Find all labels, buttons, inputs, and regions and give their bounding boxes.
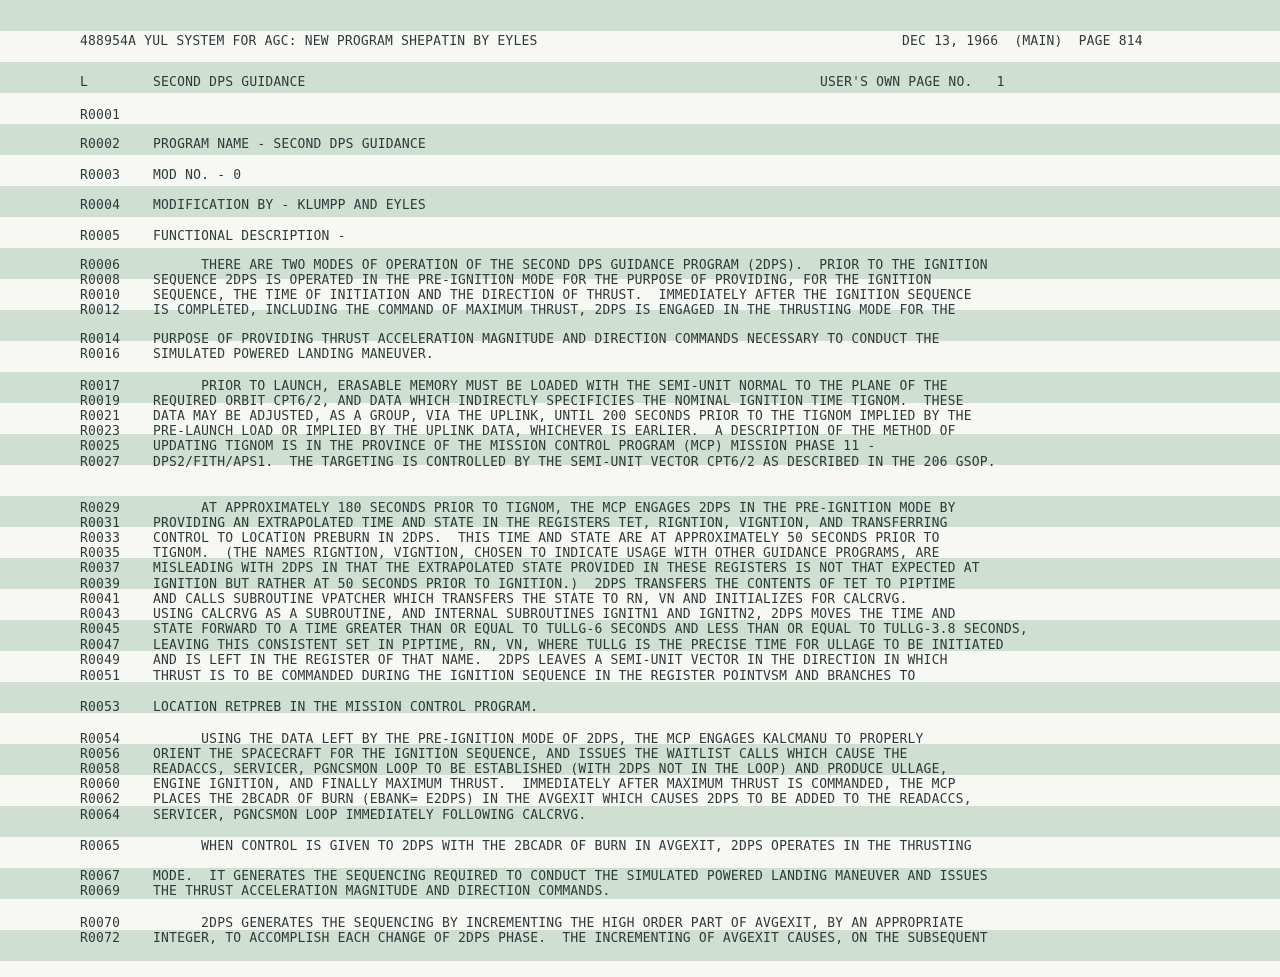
line-text: SEQUENCE 2DPS IS OPERATED IN THE PRE-IGNITION MODE FOR THE PURPOSE OF PROVIDING, FOR THE IGNITION [153, 273, 932, 288]
line-number: R0039 [80, 577, 121, 592]
line-number: R0056 [80, 747, 121, 762]
header-ident: 488954A YUL SYSTEM FOR AGC: NEW PROGRAM SHEPATIN BY EYLES [80, 34, 538, 49]
line-number: R0014 [80, 332, 121, 347]
line-text: PROVIDING AN EXTRAPOLATED TIME AND STATE IN THE REGISTERS TET, RIGNTION, VIGNTION, AND TRANSFERRING [153, 516, 948, 531]
line-number: R0006 [80, 258, 121, 273]
line-text: SEQUENCE, THE TIME OF INITIATION AND THE DIRECTION OF THRUST. IMMEDIATELY AFTER THE IGNITION SEQUENCE [153, 288, 972, 303]
line-number: R0033 [80, 531, 121, 546]
line-number: R0029 [80, 501, 121, 516]
line-number: R0016 [80, 347, 121, 362]
line-text: 2DPS GENERATES THE SEQUENCING BY INCREMENTING THE HIGH ORDER PART OF AVGEXIT, BY AN APPROPRIATE [153, 916, 964, 931]
line-number: R0051 [80, 669, 121, 684]
line-text: DPS2/FITH/APS1. THE TARGETING IS CONTROLLED BY THE SEMI-UNIT VECTOR CPT6/2 AS DESCRIBED IN THE 206 GSOP. [153, 455, 996, 470]
line-text: PLACES THE 2BCADR OF BURN (EBANK= E2DPS) IN THE AVGEXIT WHICH CAUSES 2DPS TO BE ADDED TO THE READACCS, [153, 792, 972, 807]
line-text: THE THRUST ACCELERATION MAGNITUDE AND DIRECTION COMMANDS. [153, 884, 611, 899]
header-section-title: SECOND DPS GUIDANCE [153, 75, 306, 90]
line-text: PRIOR TO LAUNCH, ERASABLE MEMORY MUST BE LOADED WITH THE SEMI-UNIT NORMAL TO THE PLANE OF THE [153, 379, 948, 394]
line-number: R0021 [80, 409, 121, 424]
line-number: R0031 [80, 516, 121, 531]
line-text: AND IS LEFT IN THE REGISTER OF THAT NAME. 2DPS LEAVES A SEMI-UNIT VECTOR IN THE DIRECTION IN WHICH [153, 653, 948, 668]
line-number: R0047 [80, 638, 121, 653]
line-number: R0035 [80, 546, 121, 561]
line-number: R0003 [80, 168, 121, 183]
line-text: MISLEADING WITH 2DPS IN THAT THE EXTRAPOLATED STATE PROVIDED IN THESE REGISTERS IS NOT THAT EXPECTED AT [153, 561, 980, 576]
line-text: TIGNOM. (THE NAMES RIGNTION, VIGNTION, CHOSEN TO INDICATE USAGE WITH OTHER GUIDANCE PROGRAMS, ARE [153, 546, 940, 561]
line-text: CONTROL TO LOCATION PREBURN IN 2DPS. THIS TIME AND STATE ARE AT APPROXIMATELY 50 SECONDS PRIOR TO [153, 531, 940, 546]
line-number: R0069 [80, 884, 121, 899]
line-number: R0041 [80, 592, 121, 607]
line-number: R0023 [80, 424, 121, 439]
line-text: LEAVING THIS CONSISTENT SET IN PIPTIME, RN, VN, WHERE TULLG IS THE PRECISE TIME FOR ULLAGE TO BE INITIATED [153, 638, 1004, 653]
line-text: INTEGER, TO ACCOMPLISH EACH CHANGE OF 2DPS PHASE. THE INCREMENTING OF AVGEXIT CAUSES, ON THE SUBSEQUENT [153, 931, 988, 946]
line-text: STATE FORWARD TO A TIME GREATER THAN OR EQUAL TO TULLG-6 SECONDS AND LESS THAN OR EQUAL TO TULLG-3.8 SECONDS, [153, 622, 1028, 637]
line-number: R0008 [80, 273, 121, 288]
line-text: READACCS, SERVICER, PGNCSMON LOOP TO BE ESTABLISHED (WITH 2DPS NOT IN THE LOOP) AND PRODUCE ULLAGE, [153, 762, 948, 777]
line-number: R0060 [80, 777, 121, 792]
line-number: R0004 [80, 198, 121, 213]
line-text: LOCATION RETPREB IN THE MISSION CONTROL PROGRAM. [153, 700, 539, 715]
line-number: R0062 [80, 792, 121, 807]
line-number: R0067 [80, 869, 121, 884]
line-text: UPDATING TIGNOM IS IN THE PROVINCE OF THE MISSION CONTROL PROGRAM (MCP) MISSION PHASE 11 - [153, 439, 876, 454]
line-number: R0064 [80, 808, 121, 823]
header-users-page: USER'S OWN PAGE NO. 1 [820, 75, 1005, 90]
line-text: FUNCTIONAL DESCRIPTION - [153, 229, 346, 244]
line-text: REQUIRED ORBIT CPT6/2, AND DATA WHICH INDIRECTLY SPECIFICIES THE NOMINAL IGNITION TIME TIGNOM. THESE [153, 394, 964, 409]
line-number: R0072 [80, 931, 121, 946]
line-text: IGNITION BUT RATHER AT 50 SECONDS PRIOR TO IGNITION.) 2DPS TRANSFERS THE CONTENTS OF TET TO PIPTIME [153, 577, 956, 592]
line-number: R0054 [80, 732, 121, 747]
line-text: AT APPROXIMATELY 180 SECONDS PRIOR TO TIGNOM, THE MCP ENGAGES 2DPS IN THE PRE-IGNITION MODE BY [153, 501, 956, 516]
line-text: AND CALLS SUBROUTINE VPATCHER WHICH TRANSFERS THE STATE TO RN, VN AND INITIALIZES FOR CALCRVG. [153, 592, 908, 607]
line-text: MOD NO. - 0 [153, 168, 242, 183]
line-text: ORIENT THE SPACECRAFT FOR THE IGNITION SEQUENCE, AND ISSUES THE WAITLIST CALLS WHICH CAUSE THE [153, 747, 908, 762]
line-text: ENGINE IGNITION, AND FINALLY MAXIMUM THRUST. IMMEDIATELY AFTER MAXIMUM THRUST IS COMMANDED, THE MCP [153, 777, 956, 792]
line-text: THRUST IS TO BE COMMANDED DURING THE IGNITION SEQUENCE IN THE REGISTER POINTVSM AND BRANCHES TO [153, 669, 916, 684]
line-number: R0010 [80, 288, 121, 303]
line-text: PROGRAM NAME - SECOND DPS GUIDANCE [153, 137, 426, 152]
line-text: SIMULATED POWERED LANDING MANEUVER. [153, 347, 434, 362]
line-text: MODE. IT GENERATES THE SEQUENCING REQUIRED TO CONDUCT THE SIMULATED POWERED LANDING MANEUVER AND ISSUES [153, 869, 988, 884]
line-number: R0005 [80, 229, 121, 244]
line-number: R0017 [80, 379, 121, 394]
line-number: R0049 [80, 653, 121, 668]
line-number: R0058 [80, 762, 121, 777]
line-number: R0045 [80, 622, 121, 637]
line-number: R0025 [80, 439, 121, 454]
header-marker: L [80, 75, 89, 90]
line-text: IS COMPLETED, INCLUDING THE COMMAND OF MAXIMUM THRUST, 2DPS IS ENGAGED IN THE THRUSTING MODE FOR THE [153, 303, 956, 318]
line-text: DATA MAY BE ADJUSTED, AS A GROUP, VIA THE UPLINK, UNTIL 200 SECONDS PRIOR TO THE TIGNOM IMPLIED BY THE [153, 409, 972, 424]
line-number: R0070 [80, 916, 121, 931]
line-text: PRE-LAUNCH LOAD OR IMPLIED BY THE UPLINK DATA, WHICHEVER IS EARLIER. A DESCRIPTION OF THE METHOD OF [153, 424, 956, 439]
line-number: R0002 [80, 137, 121, 152]
line-number: R0053 [80, 700, 121, 715]
header-date-page: DEC 13, 1966 (MAIN) PAGE 814 [902, 34, 1143, 49]
line-number: R0027 [80, 455, 121, 470]
line-text: MODIFICATION BY - KLUMPP AND EYLES [153, 198, 426, 213]
line-number: R0043 [80, 607, 121, 622]
line-text: PURPOSE OF PROVIDING THRUST ACCELERATION MAGNITUDE AND DIRECTION COMMANDS NECESSARY TO CONDUCT THE [153, 332, 940, 347]
line-number: R0019 [80, 394, 121, 409]
line-number: R0065 [80, 839, 121, 854]
line-number: R0012 [80, 303, 121, 318]
line-text: SERVICER, PGNCSMON LOOP IMMEDIATELY FOLLOWING CALCRVG. [153, 808, 587, 823]
line-text: WHEN CONTROL IS GIVEN TO 2DPS WITH THE 2BCADR OF BURN IN AVGEXIT, 2DPS OPERATES IN THE THRUSTING [153, 839, 972, 854]
line-text: USING THE DATA LEFT BY THE PRE-IGNITION MODE OF 2DPS, THE MCP ENGAGES KALCMANU TO PROPERLY [153, 732, 924, 747]
line-text: THERE ARE TWO MODES OF OPERATION OF THE SECOND DPS GUIDANCE PROGRAM (2DPS). PRIOR TO THE IGNITION [153, 258, 988, 273]
line-text: USING CALCRVG AS A SUBROUTINE, AND INTERNAL SUBROUTINES IGNITN1 AND IGNITN2, 2DPS MOVES THE TIME AND [153, 607, 956, 622]
line-number: R0037 [80, 561, 121, 576]
line-number: R0001 [80, 108, 121, 123]
